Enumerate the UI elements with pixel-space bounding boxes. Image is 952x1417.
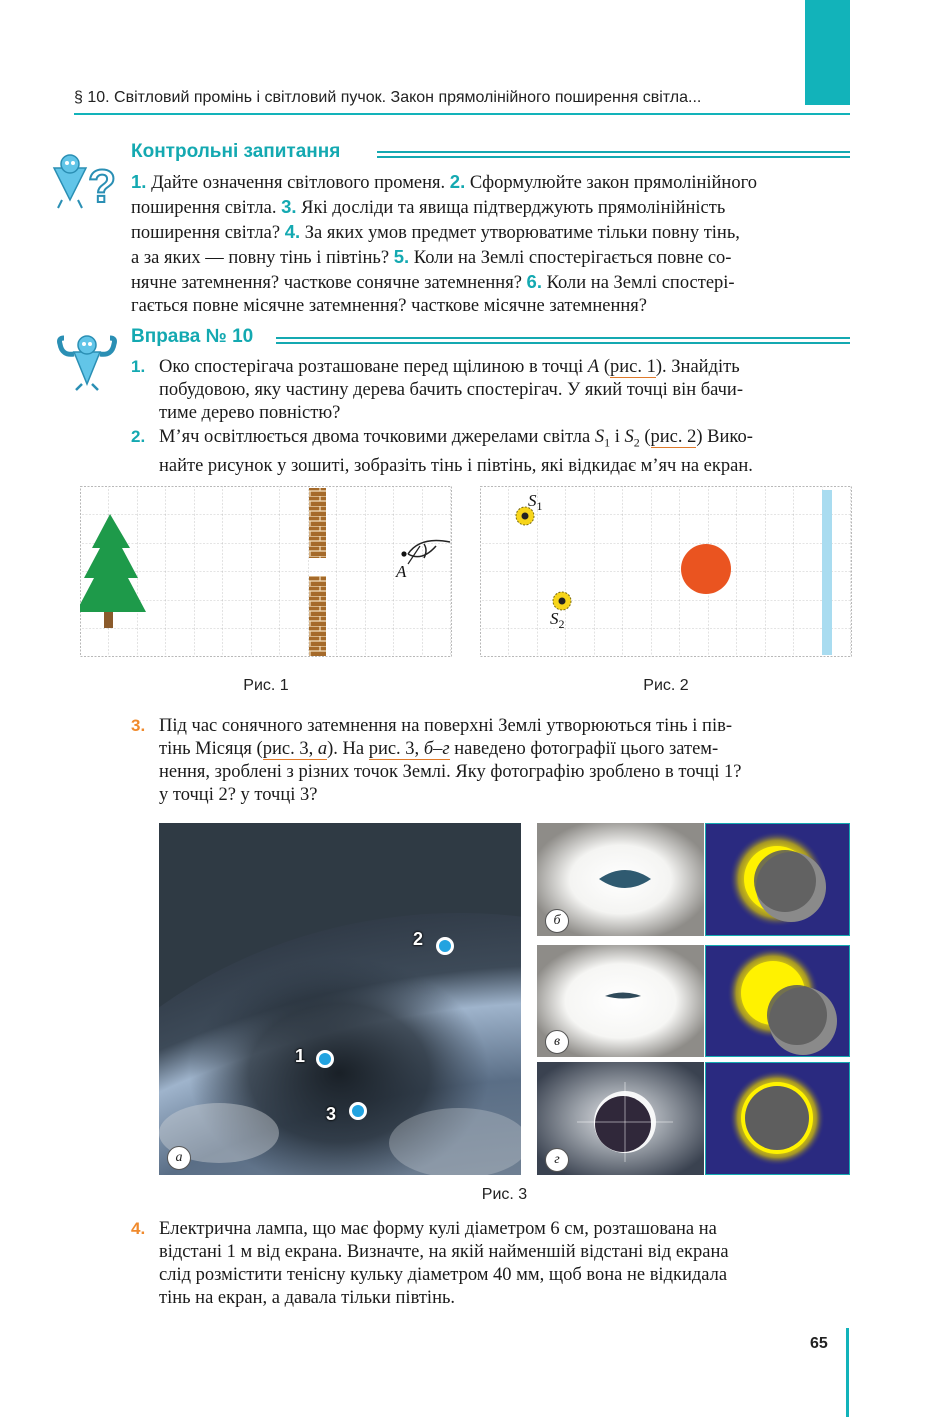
task-3-text: Під час сонячного затемнення на поверхні Землі утворюються тінь і пів- тінь Місяця (рис. 3, а). На рис. 3, б–г наведено фотографії цього затем- нення, зроблені з різних точок Землі. Яку фотографію зроблено в точці 1? у точці 2? у точці 3? (159, 716, 742, 805)
figure-1-caption: Рис. 1 (243, 677, 289, 694)
exercise-title: Вправа № 10 (131, 326, 254, 347)
point-1-marker (316, 1050, 334, 1068)
svg-text:?: ? (88, 160, 117, 212)
figure-link[interactable]: рис. 3, б–г (368, 739, 450, 759)
brick-wall-upper (309, 488, 326, 558)
control-questions-body (131, 170, 850, 318)
figure-2-caption: Рис. 2 (643, 677, 689, 694)
photo-label-g: г (545, 1148, 569, 1172)
point-a-label: A (396, 562, 407, 581)
question-line: нячне затемнення? часткове сонячне затемнення? 6. Коли на Землі спостері- (131, 271, 735, 293)
photo-label-v: в (545, 1030, 569, 1054)
control-questions-title: Контрольні запитання (131, 141, 341, 162)
point-1-label: 1 (295, 1046, 306, 1066)
title-double-rule (276, 337, 850, 344)
task-4-text: Електрична лампа, що має форму кулі діаметром 6 см, розташована на відстані 1 м від екрана. Визначте, на якій найменшій відстані від екрана слід розмістити тенісну кульку діаметром 40 мм, щоб вона не відкидала тінь на екран, а давала тільки півтінь. (159, 1219, 729, 1308)
task-number: 3. (131, 716, 146, 735)
page-edge-rule (846, 1328, 849, 1417)
question-line: 1. Дайте означення світлового променя. 2. Сформулюйте закон прямолінійного (131, 171, 757, 193)
light-source-s2-icon (553, 592, 571, 610)
point-3-label: 3 (326, 1104, 337, 1124)
page-number: 65 (810, 1335, 828, 1352)
photo-label-b: б (545, 909, 569, 933)
task-1-text: Око спостерігача розташоване перед щілиною в точці A (рис. 1). Знайдіть побудовою, яку частину дерева бачить спостерігач. У який точці він бачи- тиме дерево повністю? (159, 357, 743, 423)
question-line: поширення світла. 3. Які досліди та явища підтверджують прямолінійність (131, 196, 726, 218)
header-rule (74, 113, 850, 115)
figure-link[interactable]: рис. 3, а (262, 739, 328, 759)
s2-label: $S_2$ (550, 609, 565, 631)
point-3-marker (349, 1102, 367, 1120)
question-mascot-icon (50, 150, 128, 212)
point-2-marker (436, 937, 454, 955)
figure-3b-diagram (705, 823, 850, 936)
title-double-rule (377, 151, 850, 158)
photo-label-a: а (167, 1146, 191, 1170)
task-2-text: М’яч освітлюється двома точковими джерелами світла $S_1$ і $S_2$ (рис. 2) Вико- найте рисунок у зошиті, зобразіть тінь і півтінь, які відкидає м’яч на екран. (159, 427, 753, 476)
task-number: 1. (131, 357, 146, 376)
ball-icon (681, 544, 731, 594)
figure-3b-photo (537, 823, 704, 936)
figure-3v-diagram (705, 945, 850, 1057)
figure-3g-diagram (705, 1062, 850, 1175)
strongman-mascot-icon (52, 330, 122, 392)
screen-bar (822, 490, 832, 655)
s1-label: $S_1$ (528, 491, 543, 513)
task-number: 2. (131, 427, 146, 446)
running-header: § 10. Світловий промінь і світловий пучок. Закон прямолінійного поширення світла... (74, 89, 702, 106)
figure-link[interactable]: рис. 2 (650, 427, 697, 447)
point-a-marker (401, 551, 406, 556)
figure-3-caption: Рис. 3 (481, 1186, 528, 1203)
figure-3v-photo (537, 945, 704, 1057)
figure-1 (80, 486, 452, 657)
figure-2 (480, 486, 852, 657)
page-tab-marker (805, 0, 850, 105)
task-number: 4. (131, 1219, 146, 1238)
figure-link[interactable]: рис. 1 (610, 357, 656, 377)
point-2-label: 2 (413, 929, 424, 949)
figure-3a-earth-photo (159, 823, 521, 1175)
brick-wall-lower (309, 576, 326, 656)
question-line: поширення світла? 4. За яких умов предмет утворюватиме тільки повну тінь, (131, 221, 740, 243)
question-line: а за яких — повну тінь і півтінь? 5. Коли на Землі спостерігається повне со- (131, 246, 732, 268)
question-line: гається повне місячне затемнення? часткове місячне затемнення? (131, 296, 647, 316)
figure-3g-photo (537, 1062, 704, 1175)
